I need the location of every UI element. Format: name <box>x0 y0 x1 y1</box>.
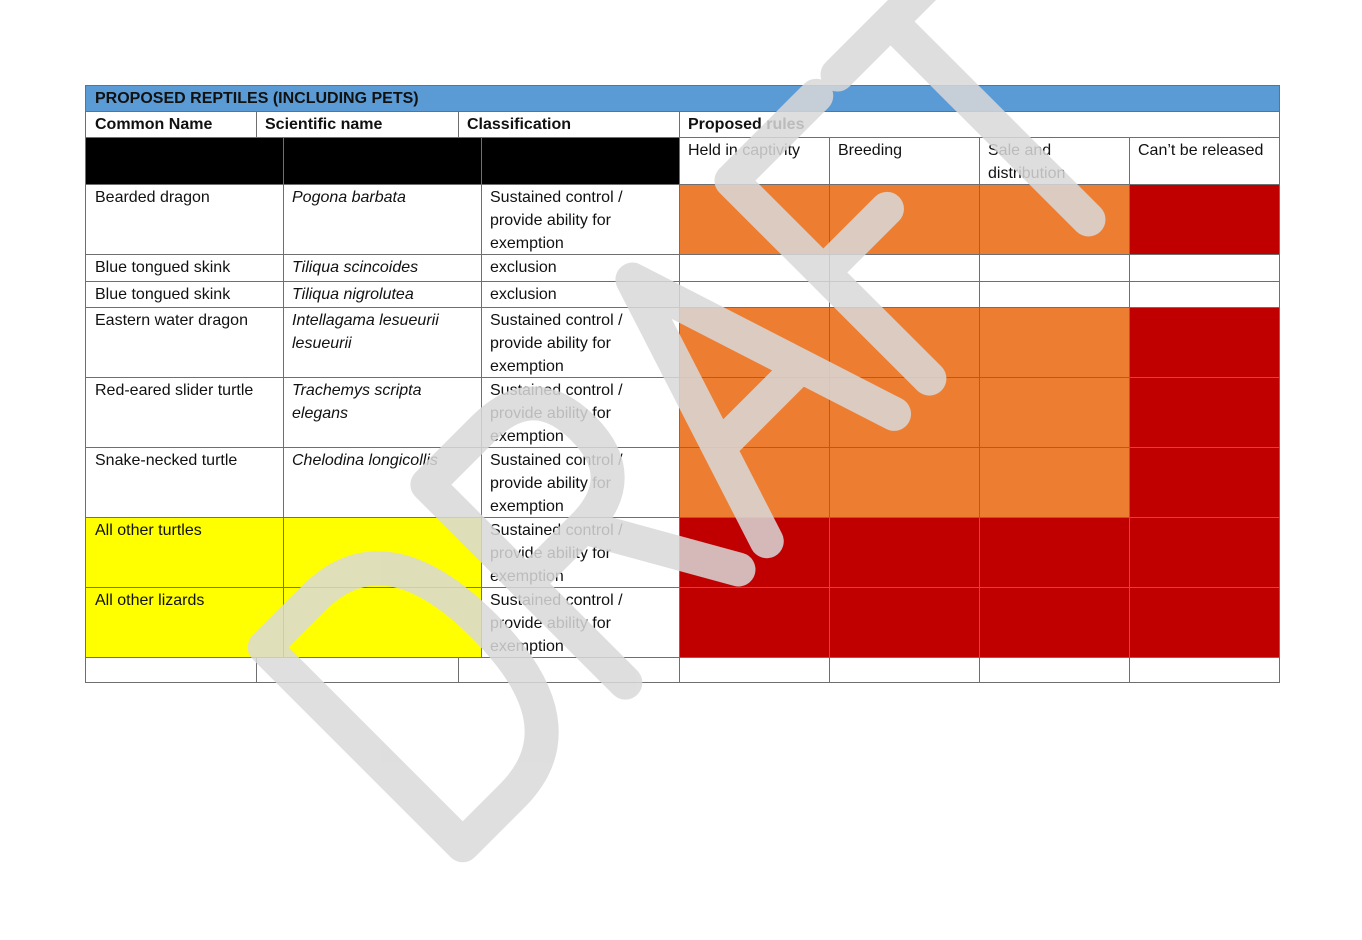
table-rule <box>85 307 1280 308</box>
row-classification: Sustained control / provide ability for exemption <box>490 382 623 445</box>
row-scientific-name: Tiliqua scincoides <box>292 259 419 276</box>
table-rule <box>85 281 1280 282</box>
table-title: PROPOSED REPTILES (INCLUDING PETS) <box>86 86 1279 111</box>
table-rule <box>256 657 257 683</box>
rule-fill-red <box>1129 307 1279 517</box>
row-scientific-name <box>283 587 481 657</box>
rule-fill-red <box>1129 184 1279 254</box>
table-border <box>85 682 1280 683</box>
table-rule <box>679 111 680 683</box>
row-common-name: Eastern water dragon <box>95 312 248 329</box>
rule-column-cant-be-released: Can’t be released <box>1138 142 1264 159</box>
row-classification: Sustained control / provide ability for exemption <box>490 522 623 585</box>
table-rule <box>85 377 1280 378</box>
header-proposed-rules: Proposed rules <box>688 116 805 133</box>
row-scientific-name: Trachemys scripta elegans <box>292 382 422 422</box>
header-classification: Classification <box>467 116 572 133</box>
row-common-name: Blue tongued skink <box>95 259 231 276</box>
table-rule <box>85 587 1280 588</box>
row-scientific-name: Tiliqua nigrolutea <box>292 286 414 303</box>
row-scientific-name: Chelodina longicollis <box>292 452 438 469</box>
table-rule <box>85 137 1280 138</box>
table-rule <box>85 111 1280 112</box>
row-classification: Sustained control / provide ability for exemption <box>490 592 623 655</box>
row-scientific-name: Pogona barbata <box>292 189 406 206</box>
table-rule <box>458 657 459 683</box>
row-scientific-name: Intellagama lesueurii lesueurii <box>292 312 439 352</box>
row-common-name: All other turtles <box>95 522 202 539</box>
row-classification: exclusion <box>490 259 557 276</box>
row-common-name: Bearded dragon <box>95 189 210 206</box>
table-rule <box>85 254 1280 255</box>
row-common-name: Red-eared slider turtle <box>95 382 254 399</box>
rule-fill-orange <box>679 184 1129 254</box>
table-rule <box>481 137 482 657</box>
row-classification: Sustained control / provide ability for exemption <box>490 452 623 515</box>
table-rule <box>256 111 257 137</box>
table-border <box>1279 85 1280 683</box>
row-scientific-name <box>283 517 481 587</box>
row-common-name: Blue tongued skink <box>95 286 231 303</box>
table-rule <box>85 184 1280 185</box>
row-common-name: Snake-necked turtle <box>95 452 238 469</box>
header-common-name: Common Name <box>95 116 213 133</box>
row-common-name: All other lizards <box>95 592 205 609</box>
rule-column-breeding: Breeding <box>838 142 903 159</box>
row-classification: Sustained control / provide ability for exemption <box>490 189 623 252</box>
table-rule <box>1129 137 1130 683</box>
header-blank-fill <box>86 137 679 184</box>
table-rule <box>979 137 980 683</box>
rule-fill-orange <box>679 307 1129 517</box>
rule-column-held-in-captivity: Held in captivity <box>688 142 801 159</box>
table-rule <box>85 447 1280 448</box>
rule-column-sale-and-distribution: Sale and distribution <box>988 142 1066 182</box>
table-rule <box>85 657 1280 658</box>
table-rule <box>458 111 459 137</box>
row-classification: exclusion <box>490 286 557 303</box>
table-border <box>85 85 1280 86</box>
table-rule <box>283 137 284 657</box>
row-classification: Sustained control / provide ability for exemption <box>490 312 623 375</box>
header-scientific-name: Scientific name <box>265 116 383 133</box>
table-rule <box>829 137 830 683</box>
table-rule <box>85 517 1280 518</box>
table-border <box>85 85 86 683</box>
